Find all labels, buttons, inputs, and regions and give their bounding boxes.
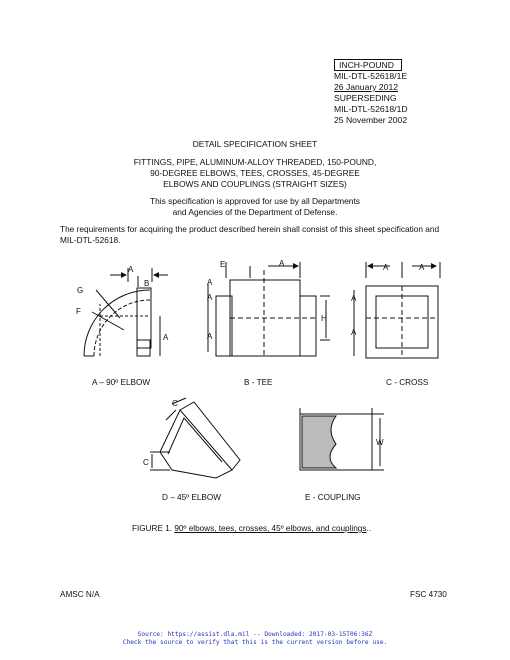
figure-caption-suffix: .. bbox=[366, 524, 372, 533]
cross-label-a3: A bbox=[351, 294, 357, 303]
tee-drawing bbox=[208, 262, 330, 356]
elbow90-label-a2: A bbox=[163, 333, 169, 342]
coupling-label-w: W bbox=[376, 438, 384, 447]
tee-label-a3: A bbox=[207, 332, 213, 341]
cross-drawing bbox=[354, 262, 440, 358]
cross-label-a2: A bbox=[419, 263, 425, 272]
tee-label-a2: A bbox=[207, 293, 213, 302]
inch-pound-box: INCH-POUND bbox=[334, 59, 402, 71]
elbow-45-drawing bbox=[150, 398, 240, 478]
document-id: MIL-DTL-52618/1E bbox=[334, 71, 408, 81]
previous-document-date: 25 November 2002 bbox=[334, 115, 408, 125]
cross-label-a4: A bbox=[351, 328, 357, 337]
previous-document-id: MIL-DTL-52618/1D bbox=[334, 104, 408, 114]
caption-cross: C - CROSS bbox=[386, 378, 429, 387]
subject-line-1: FITTINGS, PIPE, ALUMINUM-ALLOY THREADED, 150-POUND, bbox=[133, 157, 377, 167]
subject-line-2: 90-DEGREE ELBOWS, TEES, CROSSES, 45-DEGREE bbox=[150, 168, 360, 178]
sheet-title: DETAIL SPECIFICATION SHEET bbox=[192, 139, 318, 149]
source-notice bbox=[0, 631, 510, 647]
superseding-label: SUPERSEDING bbox=[334, 93, 397, 103]
coupling-drawing bbox=[300, 408, 384, 470]
tee-label-h: H bbox=[321, 314, 327, 323]
elbow-90-drawing bbox=[84, 268, 168, 356]
caption-tee: B - TEE bbox=[244, 378, 273, 387]
figure-caption-prefix: FIGURE 1. bbox=[132, 524, 173, 533]
tee-label-a-top: A bbox=[279, 259, 285, 268]
figure-caption bbox=[132, 524, 371, 533]
elbow45-label-c2: C bbox=[143, 458, 149, 467]
elbow45-label-c1: C bbox=[172, 399, 178, 408]
cross-label-a1: A bbox=[383, 263, 389, 272]
tee-label-a1: A bbox=[207, 278, 213, 287]
figure-caption-text: 90º elbows, tees, crosses, 45º elbows, and couplings bbox=[174, 524, 367, 533]
caption-elbow-90: A – 90º ELBOW bbox=[92, 378, 151, 387]
source-line-1: Source: https://assist.dla.mil -- Downloaded: 2017-03-15T06:36Z bbox=[137, 631, 373, 638]
footer-fsc: FSC 4730 bbox=[410, 590, 447, 599]
caption-elbow-45: D – 45º ELBOW bbox=[162, 493, 221, 502]
subject-line-3: ELBOWS AND COUPLINGS (STRAIGHT SIZES) bbox=[163, 179, 347, 189]
elbow90-label-f: F bbox=[76, 307, 81, 316]
elbow90-label-g: G bbox=[77, 286, 84, 295]
caption-coupling: E - COUPLING bbox=[305, 493, 361, 502]
document-date: 26 January 2012 bbox=[334, 82, 399, 92]
requirement-paragraph: The requirements for acquiring the product described herein shall consist of this sheet specification and MIL-DTL-52618. bbox=[60, 224, 440, 245]
elbow90-label-b: B bbox=[144, 279, 150, 288]
footer-amsc: AMSC N/A bbox=[60, 590, 100, 599]
source-line-2: Check the source to verify that this is the current version before use. bbox=[122, 639, 388, 646]
approval-line-2: and Agencies of the Department of Defense. bbox=[172, 207, 338, 217]
elbow90-label-a: A bbox=[128, 265, 134, 274]
approval-line-1: This specification is approved for use by all Departments bbox=[150, 196, 360, 206]
tee-label-e: E bbox=[220, 260, 226, 269]
